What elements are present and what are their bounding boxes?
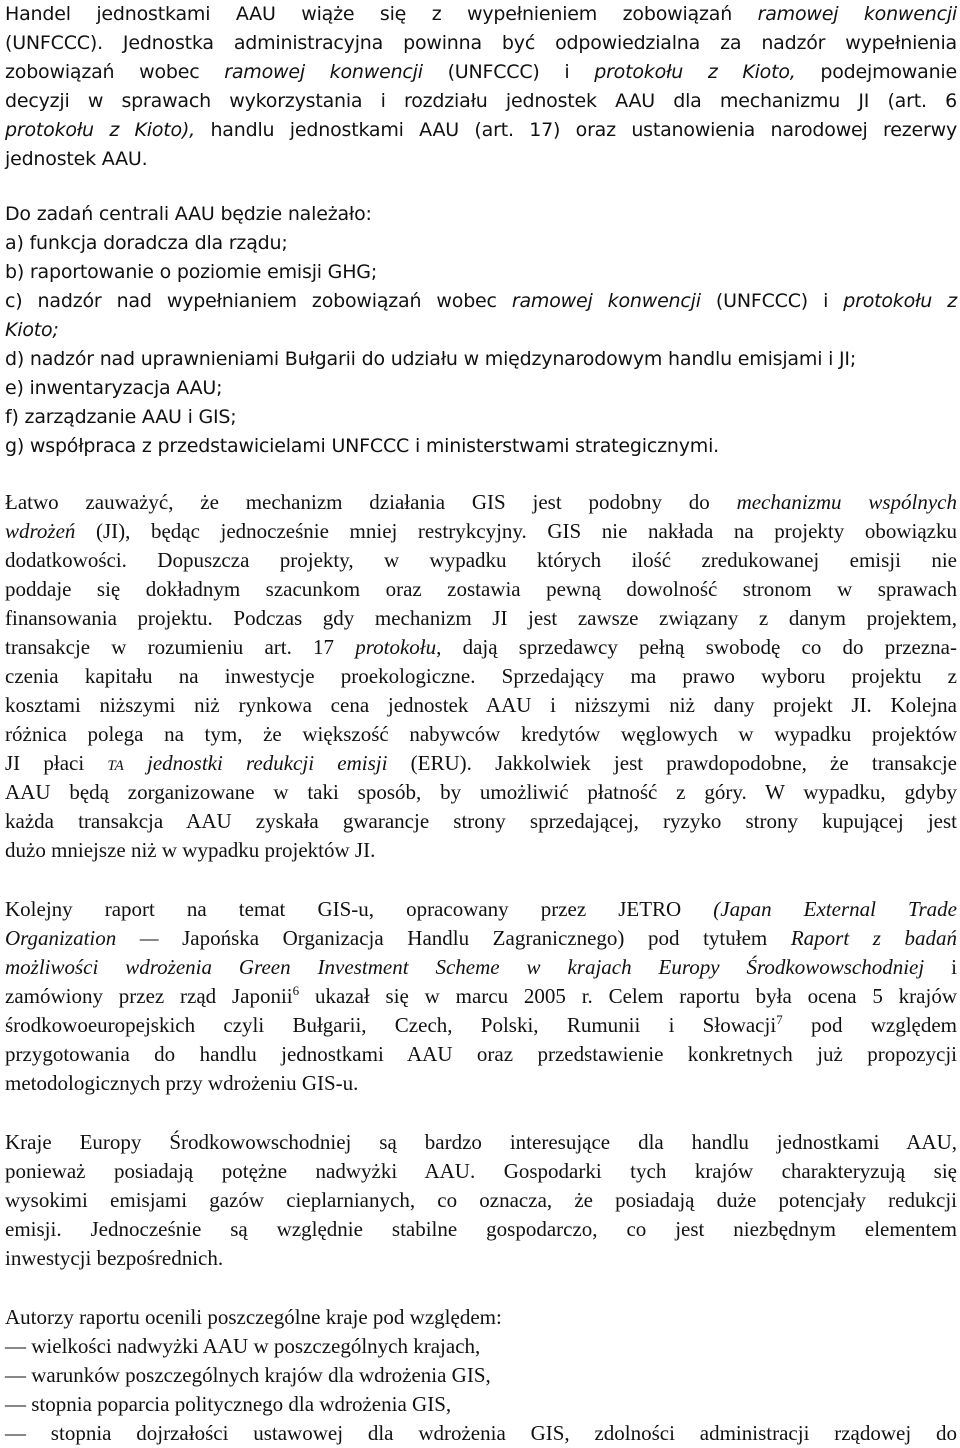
text-span: handlu jednostkami AAU (art. 17) oraz ustanowienia narodowej rezerwy xyxy=(195,119,957,141)
text-span: Kolejny raport na temat GIS-u, opracowany przez JETRO xyxy=(5,897,714,921)
italic-term: mechanizmu wspólnych xyxy=(736,490,957,514)
text-span: c) nadzór nad wypełnianiem zobowiązań wobec xyxy=(5,290,512,312)
text-span: podejmowanie xyxy=(795,61,958,83)
text-span: (UNFCCC). Jednostka administracyjna powinna być odpowiedzialna za nadzór wypełnienia xyxy=(5,32,957,54)
text-span: (UNFCCC) i xyxy=(422,61,595,83)
text-span: b) raportowanie o poziomie emisji GHG; xyxy=(5,261,378,283)
italic-term: Raport z badań xyxy=(790,926,957,950)
italic-term: Kioto; xyxy=(5,319,59,341)
text-span: emisji. Jednocześnie są względnie stabilne gospodarczo, co jest niezbędnym elementem xyxy=(5,1217,957,1241)
italic-term: ramowej konwencji xyxy=(757,3,957,25)
text-line xyxy=(5,87,957,116)
italic-term: wdrożeń xyxy=(5,519,76,543)
text-line xyxy=(5,29,957,58)
text-line xyxy=(5,575,957,604)
text-line xyxy=(5,662,957,691)
text-line xyxy=(5,1040,957,1069)
text-span: ponieważ posiadają potężne nadwyżki AAU. Gospodarki tych krajów charakteryzują się xyxy=(5,1159,957,1183)
text-span: zobowiązań wobec xyxy=(5,61,225,83)
text-line xyxy=(5,953,957,982)
text-span: decyzji w sprawach wykorzystania i rozdziału jednostek AAU dla mechanizmu JI (art. 6 xyxy=(5,90,957,112)
text-line xyxy=(5,924,957,953)
list-item xyxy=(5,432,957,461)
text-span: Handel jednostkami AAU wiąże się z wypełnieniem zobowiązań xyxy=(5,3,758,25)
text-line xyxy=(5,836,957,865)
text-span: pod względem xyxy=(782,1013,958,1037)
text-span: e) inwentaryzacja AAU; xyxy=(5,377,223,399)
text-span: dodatkowości. Dopuszcza projekty, w wypadku których ilość zredukowanej emisji nie xyxy=(5,548,957,572)
text-line xyxy=(5,807,957,836)
text-span: g) współpraca z przedstawicielami UNFCCC i ministerstwami strategicznymi. xyxy=(5,435,719,457)
italic-term: Organization — xyxy=(5,926,159,950)
text-line xyxy=(5,982,957,1011)
list-intro xyxy=(5,200,957,229)
text-span: różnica polega na tym, że większość nabywców kredytów węglowych w wypadku projektów xyxy=(5,722,957,746)
text-span: Japońska Organizacja Handlu Zagranicznego) pod tytułem xyxy=(158,926,791,950)
list-intro xyxy=(5,1303,957,1332)
italic-term: (Japan External Trade xyxy=(713,897,958,921)
text-line xyxy=(5,1128,957,1157)
text-span: Do zadań centrali AAU będzie należało: xyxy=(5,203,372,225)
text-line xyxy=(5,749,957,778)
text-span: czenia kapitału na inwestycje proekologiczne. Sprzedający ma prawo wyboru projektu z xyxy=(5,664,957,688)
text-line xyxy=(5,633,957,662)
text-line xyxy=(5,604,957,633)
text-line xyxy=(5,0,957,29)
text-line xyxy=(5,488,957,517)
text-line xyxy=(5,145,957,174)
text-span: (UNFCCC) i xyxy=(700,290,844,312)
text-line xyxy=(5,1157,957,1186)
text-span: jednostek AAU. xyxy=(5,148,148,170)
list-item xyxy=(5,1390,957,1419)
list-item xyxy=(5,1332,957,1361)
italic-term: protokołu z xyxy=(843,290,957,312)
text-span: i xyxy=(924,955,957,979)
text-line xyxy=(5,116,957,145)
text-span: f) zarządzanie AAU i GIS; xyxy=(5,406,237,428)
text-span: inwestycji bezpośrednich. xyxy=(5,1246,224,1270)
list-item-continuation xyxy=(5,316,957,345)
list-item xyxy=(5,1361,957,1390)
text-line xyxy=(5,1186,957,1215)
text-span: środkowoeuropejskich czyli Bułgarii, Czech, Polski, Rumunii i Słowacji xyxy=(5,1013,777,1037)
text-span: a) funkcja doradcza dla rządu; xyxy=(5,232,288,254)
text-span: Łatwo zauważyć, że mechanizm działania GIS jest podobny do xyxy=(5,490,737,514)
text-span: — wielkości nadwyżki AAU w poszczególnych krajach, xyxy=(5,1334,481,1358)
text-span: AAU będą zorganizowane w taki sposób, by umożliwić płatność z góry. W wypadku, gdyby xyxy=(5,780,957,804)
text-span: (ERU). Jakkolwiek jest prawdopodobne, że transakcje xyxy=(387,751,957,775)
text-span: Kraje Europy Środkowowschodniej są bardzo interesujące dla handlu jednostkami AAU, xyxy=(5,1130,957,1154)
small-caps-term: TA xyxy=(107,758,124,774)
text-span: poddaje się dokładnym szacunkom oraz zostawia pewną dowolność stronom w sprawach xyxy=(5,577,957,601)
text-span: — stopnia dojrzałości ustawowej dla wdrożenia GIS, zdolności administracji rządowej do xyxy=(5,1421,957,1445)
list-item xyxy=(5,345,957,374)
italic-term: protokołu, xyxy=(355,635,442,659)
text-line xyxy=(5,778,957,807)
text-line xyxy=(5,691,957,720)
italic-term: jednostki redukcji emisji xyxy=(123,751,388,775)
text-line xyxy=(5,58,957,87)
text-span: (JI), będąc jednocześnie mniej restrykcyjny. GIS nie nakłada na projekty obowiązku xyxy=(75,519,957,543)
text-span: transakcje w rozumieniu art. 17 xyxy=(5,635,356,659)
list-item xyxy=(5,374,957,403)
text-span: przygotowania do handlu jednostkami AAU oraz przedstawienie konkretnych już propozycji xyxy=(5,1042,957,1066)
text-line xyxy=(5,517,957,546)
text-line xyxy=(5,895,957,924)
text-span: wysokimi emisjami gazów cieplarnianych, co oznacza, że posiadają duże potencjały redukcji xyxy=(5,1188,957,1212)
italic-term: możliwości wdrożenia Green Investment Scheme w krajach Europy Środkowowschodniej xyxy=(5,955,925,979)
text-span: ukazał się w marcu 2005 r. Celem raportu była ocena 5 krajów xyxy=(299,984,957,1008)
text-span: dają sprzedawcy pełną swobodę co do przezna- xyxy=(441,635,957,659)
text-line xyxy=(5,1011,957,1040)
text-line xyxy=(5,1215,957,1244)
list-item xyxy=(5,258,957,287)
italic-term: ramowej konwencji xyxy=(511,290,701,312)
italic-term: protokołu z Kioto), xyxy=(5,119,196,141)
text-span: każda transakcja AAU zyskała gwarancje strony sprzedającej, ryzyko strony kupującej jest xyxy=(5,809,957,833)
text-span: dużo mniejsze niż w wypadku projektów JI. xyxy=(5,838,376,862)
list-item xyxy=(5,1419,957,1448)
text-span: — warunków poszczególnych krajów dla wdrożenia GIS, xyxy=(5,1363,491,1387)
text-line xyxy=(5,1244,957,1273)
text-line xyxy=(5,546,957,575)
text-line xyxy=(5,1069,957,1098)
italic-term: protokołu z Kioto, xyxy=(594,61,796,83)
text-span: finansowania projektu. Podczas gdy mechanizm JI jest zawsze związany z danym projektem, xyxy=(5,606,957,630)
footnote-marker: 7 xyxy=(776,1012,783,1027)
list-item xyxy=(5,287,957,316)
list-item xyxy=(5,403,957,432)
text-span: metodologicznych przy wdrożeniu GIS-u. xyxy=(5,1071,359,1095)
text-span: zamówiony przez rząd Japonii xyxy=(5,984,293,1008)
text-span: JI płaci xyxy=(5,751,108,775)
text-span: Autorzy raportu ocenili poszczególne kraje pod względem: xyxy=(5,1305,502,1329)
italic-term: ramowej konwencji xyxy=(224,61,423,83)
text-span: — stopnia poparcia politycznego dla wdrożenia GIS, xyxy=(5,1392,452,1416)
text-line xyxy=(5,720,957,749)
footnote-marker: 6 xyxy=(292,983,300,998)
list-item xyxy=(5,229,957,258)
text-span: d) nadzór nad uprawnieniami Bułgarii do udziału w międzynarodowym handlu emisjami i JI; xyxy=(5,348,857,370)
text-span: kosztami niższymi niż rynkowa cena jednostek AAU i niższymi niż dany projekt JI. Kolejna xyxy=(5,693,957,717)
